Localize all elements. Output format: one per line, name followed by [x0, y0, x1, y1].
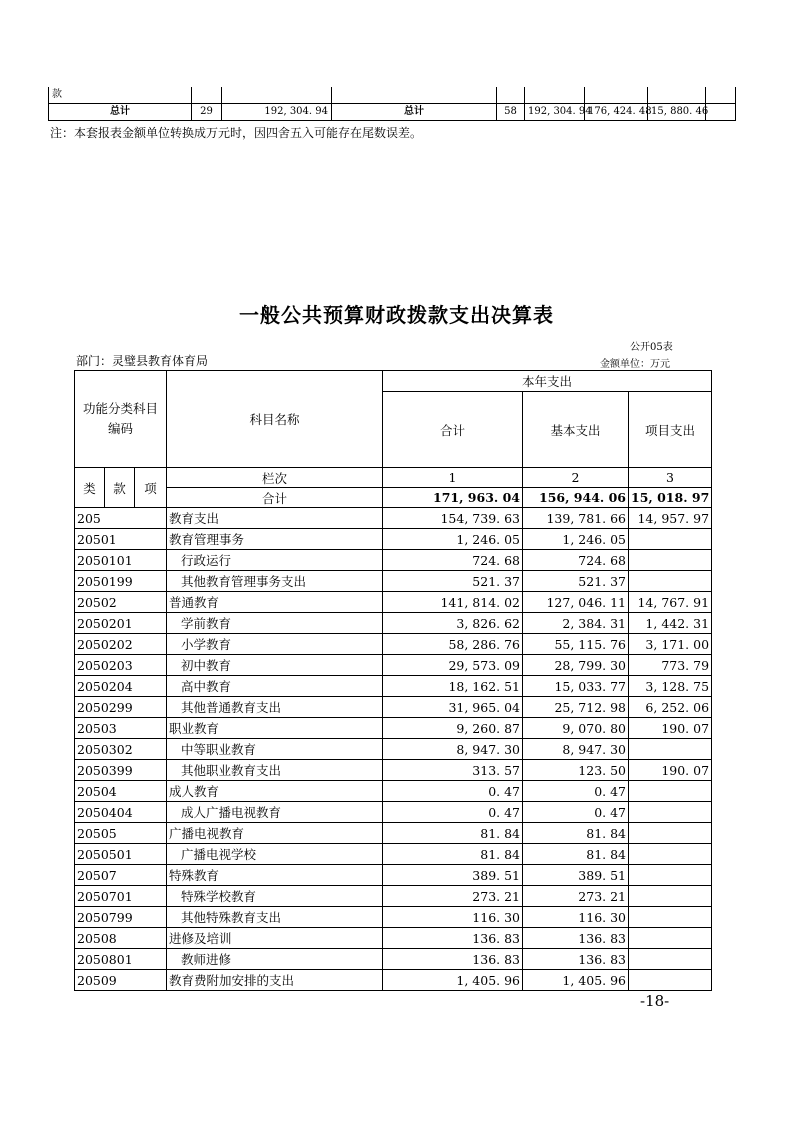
sub-xiang: 项 [135, 468, 167, 508]
row-code: 2050202 [75, 634, 167, 655]
table-row [75, 634, 712, 655]
table-row [75, 928, 712, 949]
row-code: 2050199 [75, 571, 167, 592]
table-row [75, 718, 712, 739]
row-project [629, 844, 712, 865]
sub-kuan: 款 [105, 468, 135, 508]
row-code: 2050101 [75, 550, 167, 571]
sum-total: 171, 963. 04 [383, 488, 523, 508]
row-name: 初中教育 [167, 655, 383, 676]
fragment-right-basic: 176, 424. 48 [585, 104, 648, 121]
sum-row [75, 488, 712, 508]
row-total: 521. 37 [383, 571, 523, 592]
row-code: 20508 [75, 928, 167, 949]
sum-basic: 156, 944. 06 [523, 488, 629, 508]
row-total: 141, 814. 02 [383, 592, 523, 613]
row-project [629, 970, 712, 991]
basic-header: 基本支出 [523, 392, 629, 468]
row-basic: 55, 115. 76 [523, 634, 629, 655]
row-name: 广播电视学校 [167, 844, 383, 865]
row-total: 389. 51 [383, 865, 523, 886]
row-code: 20507 [75, 865, 167, 886]
row-project [629, 802, 712, 823]
row-name: 教育费附加安排的支出 [167, 970, 383, 991]
row-project [629, 865, 712, 886]
row-project: 1, 442. 31 [629, 613, 712, 634]
project-header: 项目支出 [629, 392, 712, 468]
row-project: 14, 957. 97 [629, 508, 712, 529]
row-project [629, 739, 712, 760]
row-name: 成人教育 [167, 781, 383, 802]
row-basic: 0. 47 [523, 781, 629, 802]
row-name: 其他教育管理事务支出 [167, 571, 383, 592]
row-total: 313. 57 [383, 760, 523, 781]
row-basic: 25, 712. 98 [523, 697, 629, 718]
table-row [75, 592, 712, 613]
row-total: 3, 826. 62 [383, 613, 523, 634]
row-basic: 9, 070. 80 [523, 718, 629, 739]
table-row [75, 865, 712, 886]
row-total: 116. 30 [383, 907, 523, 928]
row-basic: 116. 30 [523, 907, 629, 928]
sum-label: 合计 [167, 488, 383, 508]
row-total: 58, 286. 76 [383, 634, 523, 655]
table-row [75, 676, 712, 697]
row-basic: 1, 246. 05 [523, 529, 629, 550]
row-name: 广播电视教育 [167, 823, 383, 844]
row-basic: 123. 50 [523, 760, 629, 781]
row-basic: 724. 68 [523, 550, 629, 571]
row-code: 2050204 [75, 676, 167, 697]
fragment-cut-row [49, 87, 736, 104]
row-name: 教师进修 [167, 949, 383, 970]
row-project: 3, 171. 00 [629, 634, 712, 655]
row-basic: 81. 84 [523, 823, 629, 844]
fragment-total-row [49, 104, 736, 121]
row-basic: 521. 37 [523, 571, 629, 592]
department-label: 部门：灵璧县教育体育局 [76, 354, 209, 368]
row-total: 1, 246. 05 [383, 529, 523, 550]
row-total: 9, 260. 87 [383, 718, 523, 739]
expenditure-table [74, 370, 712, 991]
current-year-header: 本年支出 [383, 371, 712, 392]
row-basic: 139, 781. 66 [523, 508, 629, 529]
sum-project: 15, 018. 97 [629, 488, 712, 508]
row-total: 724. 68 [383, 550, 523, 571]
row-project [629, 886, 712, 907]
sub-class: 类 [75, 468, 105, 508]
code-header: 功能分类科目编码 [75, 371, 167, 468]
row-total: 8, 947. 30 [383, 739, 523, 760]
name-header: 科目名称 [167, 371, 383, 468]
row-project [629, 571, 712, 592]
previous-table-fragment [48, 87, 736, 121]
row-basic: 127, 046. 11 [523, 592, 629, 613]
row-name: 行政运行 [167, 550, 383, 571]
index-3: 3 [629, 468, 712, 488]
row-code: 2050404 [75, 802, 167, 823]
page-title: 一般公共预算财政拨款支出决算表 [239, 303, 554, 327]
row-project: 14, 767. 91 [629, 592, 712, 613]
row-index-label: 栏次 [167, 468, 383, 488]
row-basic: 0. 47 [523, 802, 629, 823]
row-name: 职业教育 [167, 718, 383, 739]
row-name: 其他特殊教育支出 [167, 907, 383, 928]
row-project [629, 550, 712, 571]
row-total: 18, 162. 51 [383, 676, 523, 697]
row-project: 3, 128. 75 [629, 676, 712, 697]
table-row [75, 655, 712, 676]
row-name: 特殊教育 [167, 865, 383, 886]
row-project [629, 928, 712, 949]
row-name: 特殊学校教育 [167, 886, 383, 907]
row-project: 190. 07 [629, 760, 712, 781]
table-row [75, 844, 712, 865]
table-row [75, 907, 712, 928]
fragment-right-line: 58 [497, 104, 525, 121]
row-name: 学前教育 [167, 613, 383, 634]
row-total: 136. 83 [383, 928, 523, 949]
total-header: 合计 [383, 392, 523, 468]
row-code: 2050201 [75, 613, 167, 634]
table-row [75, 781, 712, 802]
row-total: 136. 83 [383, 949, 523, 970]
table-body [75, 508, 712, 991]
row-project [629, 949, 712, 970]
row-basic: 389. 51 [523, 865, 629, 886]
row-project [629, 823, 712, 844]
row-code: 20502 [75, 592, 167, 613]
form-code: 公开05表 [630, 342, 673, 353]
fragment-left-amount: 192, 304. 94 [222, 104, 332, 121]
row-basic: 2, 384. 31 [523, 613, 629, 634]
row-total: 29, 573. 09 [383, 655, 523, 676]
table-row [75, 823, 712, 844]
row-basic: 136. 83 [523, 949, 629, 970]
row-basic: 28, 799. 30 [523, 655, 629, 676]
row-name: 小学教育 [167, 634, 383, 655]
table-row [75, 949, 712, 970]
row-basic: 136. 83 [523, 928, 629, 949]
table-row [75, 739, 712, 760]
row-total: 273. 21 [383, 886, 523, 907]
fragment-cut-label: 款 [49, 87, 192, 104]
row-name: 高中教育 [167, 676, 383, 697]
row-basic: 1, 405. 96 [523, 970, 629, 991]
row-code: 20509 [75, 970, 167, 991]
row-project: 190. 07 [629, 718, 712, 739]
fragment-right-total: 192, 304. 94 [525, 104, 585, 121]
index-1: 1 [383, 468, 523, 488]
table-row [75, 613, 712, 634]
row-code: 2050801 [75, 949, 167, 970]
row-basic: 15, 033. 77 [523, 676, 629, 697]
row-project: 6, 252. 06 [629, 697, 712, 718]
row-basic: 273. 21 [523, 886, 629, 907]
fragment-left-line: 29 [192, 104, 222, 121]
amount-unit-label: 金额单位：万元 [600, 359, 670, 370]
row-basic: 8, 947. 30 [523, 739, 629, 760]
fragment-right-project: 15, 880. 46 [648, 104, 706, 121]
rounding-note: 注：本套报表金额单位转换成万元时，因四舍五入可能存在尾数误差。 [50, 126, 423, 140]
table-row [75, 508, 712, 529]
row-total: 81. 84 [383, 823, 523, 844]
fragment-right-total-label: 总计 [332, 104, 497, 121]
row-name: 进修及培训 [167, 928, 383, 949]
header-row-1 [75, 371, 712, 392]
row-name: 成人广播电视教育 [167, 802, 383, 823]
row-total: 81. 84 [383, 844, 523, 865]
row-total: 1, 405. 96 [383, 970, 523, 991]
row-name: 教育管理事务 [167, 529, 383, 550]
table-row [75, 760, 712, 781]
table-row [75, 571, 712, 592]
table-row [75, 529, 712, 550]
fragment-left-total-label: 总计 [49, 104, 192, 121]
row-code: 2050299 [75, 697, 167, 718]
row-total: 31, 965. 04 [383, 697, 523, 718]
row-code: 20504 [75, 781, 167, 802]
row-code: 2050701 [75, 886, 167, 907]
table-row [75, 550, 712, 571]
row-code: 2050799 [75, 907, 167, 928]
row-basic: 81. 84 [523, 844, 629, 865]
row-project: 773. 79 [629, 655, 712, 676]
row-code: 2050302 [75, 739, 167, 760]
row-project [629, 529, 712, 550]
row-name: 教育支出 [167, 508, 383, 529]
index-row [75, 468, 712, 488]
row-project [629, 781, 712, 802]
row-name: 其他普通教育支出 [167, 697, 383, 718]
row-project [629, 907, 712, 928]
row-name: 中等职业教育 [167, 739, 383, 760]
row-code: 2050501 [75, 844, 167, 865]
page-number: -18- [640, 992, 670, 1010]
row-total: 0. 47 [383, 781, 523, 802]
row-name: 普通教育 [167, 592, 383, 613]
row-code: 2050203 [75, 655, 167, 676]
row-total: 0. 47 [383, 802, 523, 823]
row-code: 2050399 [75, 760, 167, 781]
row-total: 154, 739. 63 [383, 508, 523, 529]
table-row [75, 697, 712, 718]
table-row [75, 886, 712, 907]
row-code: 20503 [75, 718, 167, 739]
row-code: 20505 [75, 823, 167, 844]
row-name: 其他职业教育支出 [167, 760, 383, 781]
index-2: 2 [523, 468, 629, 488]
row-code: 205 [75, 508, 167, 529]
row-code: 20501 [75, 529, 167, 550]
table-row [75, 802, 712, 823]
table-row [75, 970, 712, 991]
